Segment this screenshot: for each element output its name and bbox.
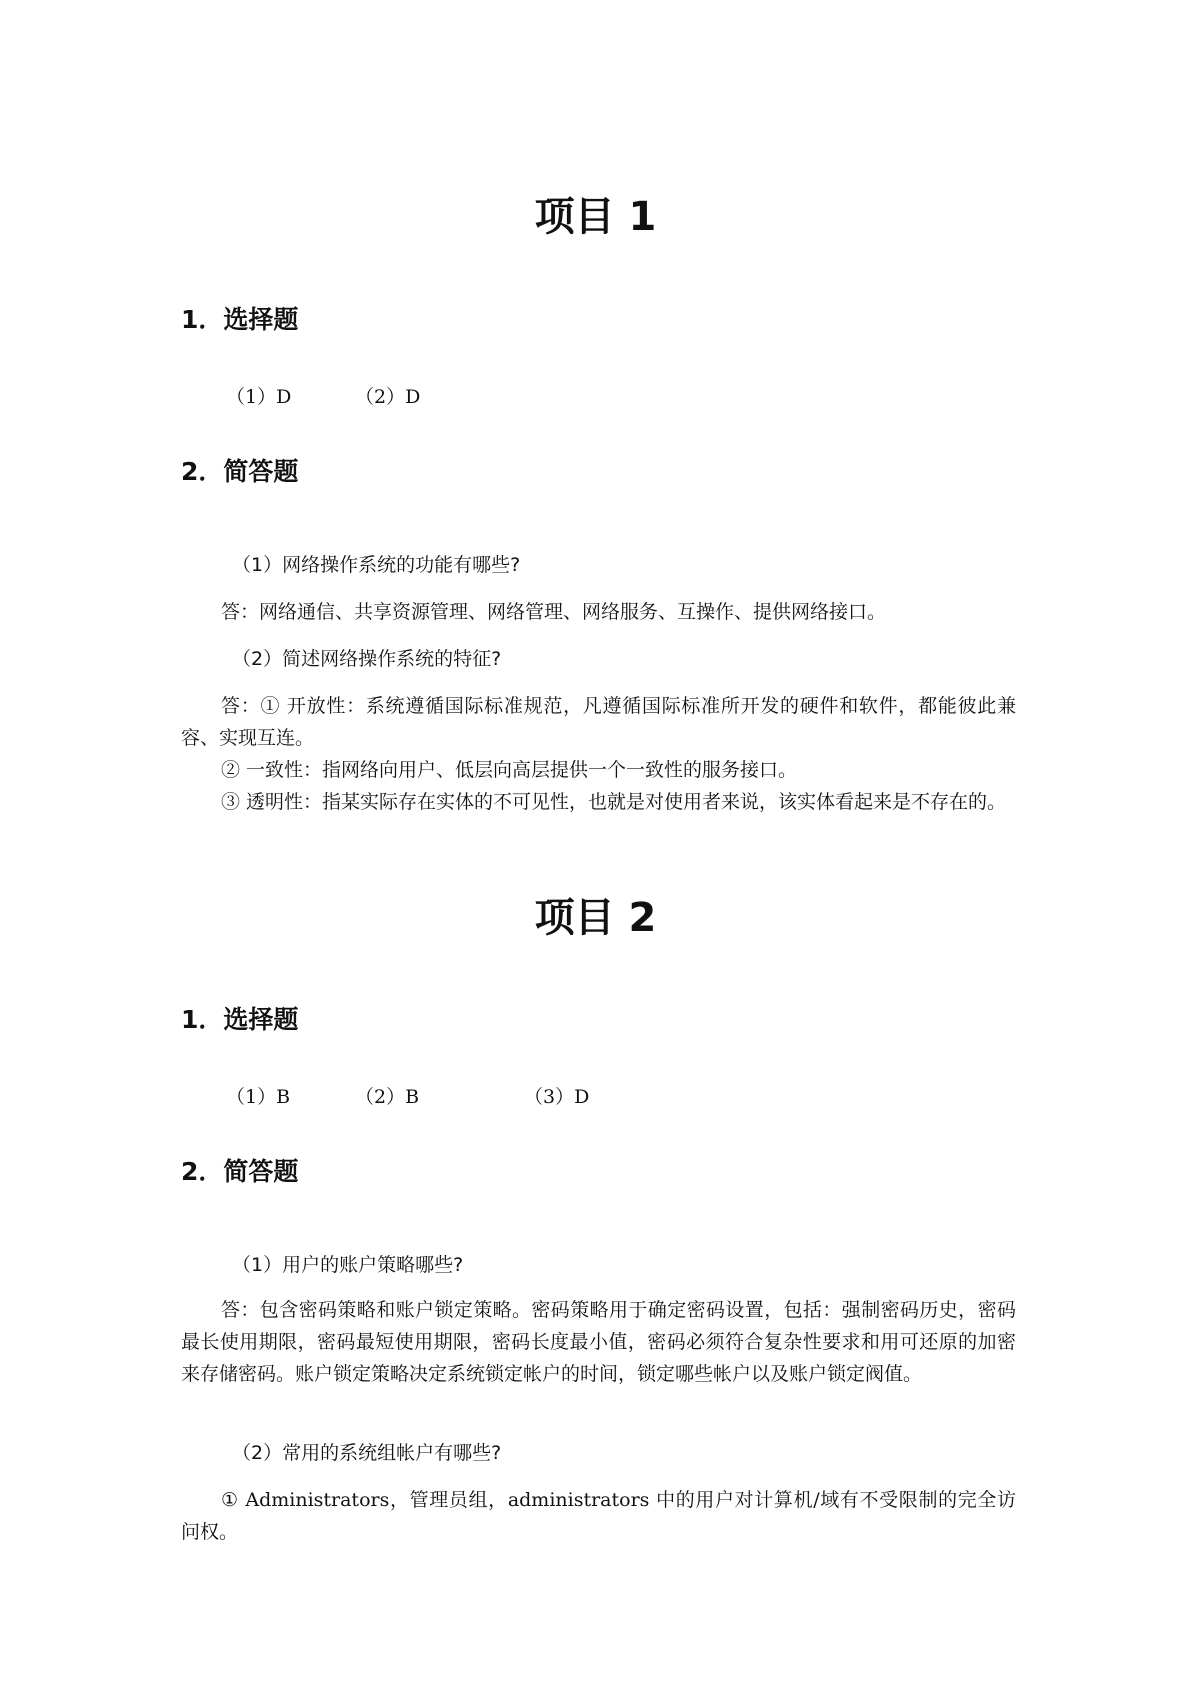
p2-q1-answer: 答：包含密码策略和账户锁定策略。密码策略用于确定密码设置，包括：强制密码历史，密码最长使用期限，密码最短使用期限，密码长度最小值，密码必须符合复杂性要求和用可还原的加密来存储密码。账户锁定策略决定系统锁定帐户的时间，锁定哪些帐户以及账户锁定阀值。 [181,1299,1016,1385]
p2-q2-answer-1: ① Administrators，管理员组，administrators 中的用户对计算机/域有不受限制的完全访问权。 [181,1489,1016,1543]
p1-choice-1: （1）D [226,386,292,408]
p1-q2-answer-3: ③ 透明性：指某实际存在实体的不可见性，也就是对使用者来说，该实体看起来是不存在的。 [221,791,1007,813]
p1-q2-answer-1: 答：① 开放性：系统遵循国际标准规范，凡遵循国际标准所开发的硬件和软件，都能彼此兼容、实现互连。 [181,695,1016,749]
project-1-title: 项目 1 [534,194,657,240]
p1-q2-question: （2）简述网络操作系统的特征? [232,648,502,670]
p2-q1-question: （1）用户的账户策略哪些? [232,1254,464,1276]
p1-q1-answer: 答：网络通信、共享资源管理、网络管理、网络服务、互操作、提供网络接口。 [221,601,887,623]
p2-choice-3: （3）D [524,1086,590,1108]
p2-choice-2: （2）B [355,1086,420,1108]
p1-q1-question: （1）网络操作系统的功能有哪些? [232,554,521,576]
p1-q2-answer-2: ② 一致性：指网络向用户、低层向高层提供一个一致性的服务接口。 [221,759,798,781]
p2-short-heading: 2．简答题 [181,1157,299,1186]
p2-q2-question: （2）常用的系统组帐户有哪些? [232,1442,502,1464]
p1-short-heading: 2．简答题 [181,457,299,486]
p2-choice-heading: 1．选择题 [181,1005,299,1034]
p2-choice-1: （1）B [226,1086,291,1108]
p1-choice-2: （2）D [355,386,421,408]
p1-choice-heading: 1．选择题 [181,305,299,334]
project-2-title: 项目 2 [534,895,657,941]
